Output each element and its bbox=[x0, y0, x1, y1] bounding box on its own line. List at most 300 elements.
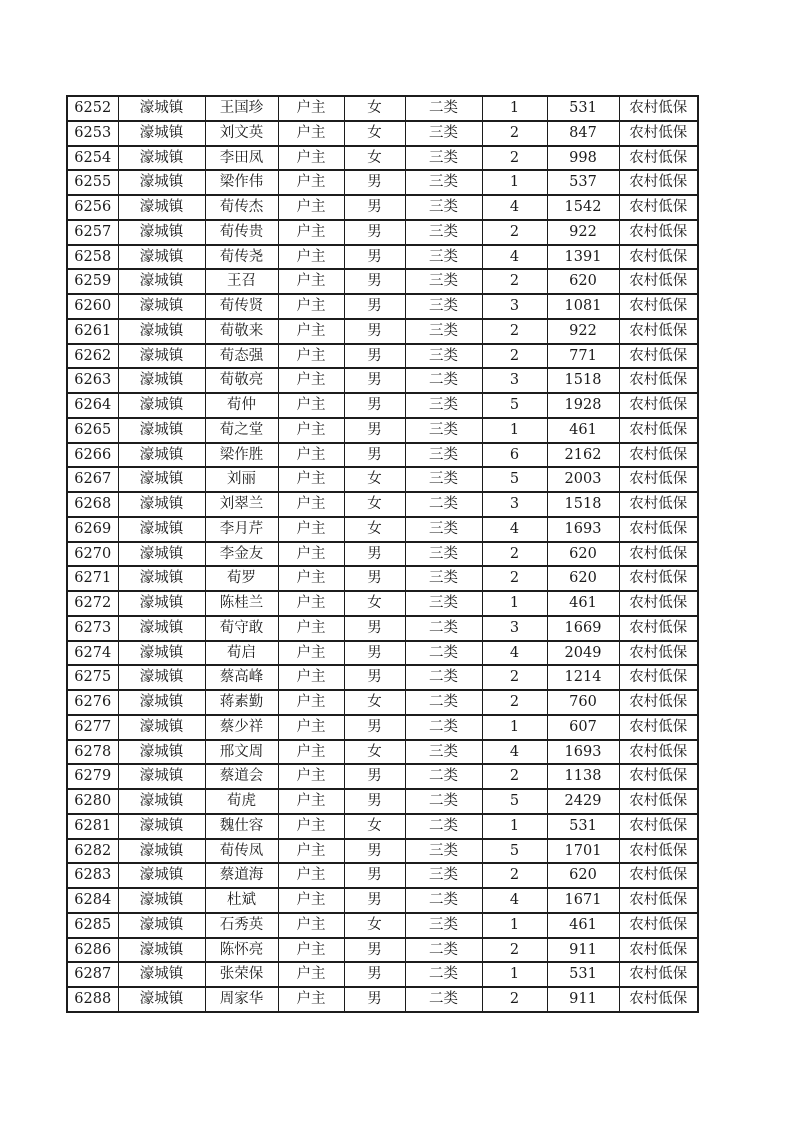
table-row bbox=[67, 195, 698, 220]
cell-benefit: 农村低保 bbox=[619, 641, 698, 666]
cell-amount: 620 bbox=[547, 269, 619, 294]
cell-gender: 男 bbox=[344, 641, 405, 666]
cell-town: 濠城镇 bbox=[118, 393, 205, 418]
cell-persons: 5 bbox=[482, 393, 547, 418]
cell-serial: 6254 bbox=[67, 146, 118, 171]
cell-category: 二类 bbox=[405, 789, 482, 814]
cell-town: 濠城镇 bbox=[118, 566, 205, 591]
cell-category: 二类 bbox=[405, 962, 482, 987]
cell-amount: 911 bbox=[547, 938, 619, 963]
cell-gender: 男 bbox=[344, 418, 405, 443]
cell-serial: 6268 bbox=[67, 492, 118, 517]
cell-category: 三类 bbox=[405, 839, 482, 864]
cell-gender: 男 bbox=[344, 344, 405, 369]
cell-serial: 6262 bbox=[67, 344, 118, 369]
cell-gender: 女 bbox=[344, 121, 405, 146]
cell-gender: 男 bbox=[344, 294, 405, 319]
cell-persons: 4 bbox=[482, 245, 547, 270]
cell-persons: 2 bbox=[482, 319, 547, 344]
cell-gender: 女 bbox=[344, 913, 405, 938]
cell-persons: 2 bbox=[482, 690, 547, 715]
cell-amount: 2003 bbox=[547, 467, 619, 492]
cell-gender: 男 bbox=[344, 839, 405, 864]
cell-relation: 户主 bbox=[278, 492, 344, 517]
table-row bbox=[67, 96, 698, 121]
cell-amount: 1701 bbox=[547, 839, 619, 864]
cell-benefit: 农村低保 bbox=[619, 418, 698, 443]
cell-serial: 6273 bbox=[67, 616, 118, 641]
cell-relation: 户主 bbox=[278, 665, 344, 690]
cell-amount: 1518 bbox=[547, 492, 619, 517]
cell-relation: 户主 bbox=[278, 443, 344, 468]
table-body bbox=[67, 96, 698, 1012]
cell-serial: 6286 bbox=[67, 938, 118, 963]
cell-benefit: 农村低保 bbox=[619, 740, 698, 765]
cell-category: 三类 bbox=[405, 517, 482, 542]
cell-persons: 2 bbox=[482, 344, 547, 369]
table-row bbox=[67, 344, 698, 369]
cell-town: 濠城镇 bbox=[118, 245, 205, 270]
cell-town: 濠城镇 bbox=[118, 839, 205, 864]
cell-town: 濠城镇 bbox=[118, 740, 205, 765]
cell-name: 石秀英 bbox=[205, 913, 278, 938]
cell-category: 三类 bbox=[405, 467, 482, 492]
cell-amount: 1693 bbox=[547, 517, 619, 542]
cell-benefit: 农村低保 bbox=[619, 393, 698, 418]
cell-relation: 户主 bbox=[278, 121, 344, 146]
cell-name: 邢文周 bbox=[205, 740, 278, 765]
cell-name: 张荣保 bbox=[205, 962, 278, 987]
cell-serial: 6269 bbox=[67, 517, 118, 542]
cell-relation: 户主 bbox=[278, 764, 344, 789]
cell-gender: 男 bbox=[344, 715, 405, 740]
cell-name: 荀虎 bbox=[205, 789, 278, 814]
cell-amount: 2049 bbox=[547, 641, 619, 666]
table-row bbox=[67, 987, 698, 1012]
cell-relation: 户主 bbox=[278, 690, 344, 715]
cell-gender: 女 bbox=[344, 517, 405, 542]
cell-category: 二类 bbox=[405, 987, 482, 1012]
cell-benefit: 农村低保 bbox=[619, 517, 698, 542]
cell-gender: 女 bbox=[344, 690, 405, 715]
cell-town: 濠城镇 bbox=[118, 517, 205, 542]
cell-relation: 户主 bbox=[278, 616, 344, 641]
cell-town: 濠城镇 bbox=[118, 195, 205, 220]
table-row bbox=[67, 863, 698, 888]
table-row bbox=[67, 146, 698, 171]
cell-serial: 6270 bbox=[67, 542, 118, 567]
cell-amount: 461 bbox=[547, 418, 619, 443]
cell-category: 三类 bbox=[405, 121, 482, 146]
cell-benefit: 农村低保 bbox=[619, 146, 698, 171]
cell-persons: 2 bbox=[482, 863, 547, 888]
cell-benefit: 农村低保 bbox=[619, 938, 698, 963]
cell-town: 濠城镇 bbox=[118, 863, 205, 888]
cell-persons: 2 bbox=[482, 566, 547, 591]
cell-persons: 4 bbox=[482, 195, 547, 220]
cell-relation: 户主 bbox=[278, 294, 344, 319]
cell-amount: 461 bbox=[547, 591, 619, 616]
cell-gender: 男 bbox=[344, 987, 405, 1012]
cell-town: 濠城镇 bbox=[118, 467, 205, 492]
cell-name: 魏仕容 bbox=[205, 814, 278, 839]
cell-relation: 户主 bbox=[278, 368, 344, 393]
cell-name: 荀态强 bbox=[205, 344, 278, 369]
table-row bbox=[67, 641, 698, 666]
cell-amount: 1542 bbox=[547, 195, 619, 220]
cell-relation: 户主 bbox=[278, 888, 344, 913]
cell-town: 濠城镇 bbox=[118, 764, 205, 789]
cell-persons: 1 bbox=[482, 715, 547, 740]
cell-serial: 6256 bbox=[67, 195, 118, 220]
cell-name: 杜斌 bbox=[205, 888, 278, 913]
cell-town: 濠城镇 bbox=[118, 616, 205, 641]
table-row bbox=[67, 690, 698, 715]
cell-benefit: 农村低保 bbox=[619, 888, 698, 913]
cell-town: 濠城镇 bbox=[118, 591, 205, 616]
cell-persons: 4 bbox=[482, 517, 547, 542]
cell-amount: 922 bbox=[547, 319, 619, 344]
cell-town: 濠城镇 bbox=[118, 962, 205, 987]
cell-amount: 1669 bbox=[547, 616, 619, 641]
cell-name: 蔡高峰 bbox=[205, 665, 278, 690]
cell-gender: 男 bbox=[344, 665, 405, 690]
cell-persons: 5 bbox=[482, 839, 547, 864]
cell-benefit: 农村低保 bbox=[619, 591, 698, 616]
cell-name: 荀传贵 bbox=[205, 220, 278, 245]
cell-category: 三类 bbox=[405, 146, 482, 171]
cell-benefit: 农村低保 bbox=[619, 245, 698, 270]
cell-gender: 男 bbox=[344, 863, 405, 888]
table-row bbox=[67, 938, 698, 963]
cell-gender: 女 bbox=[344, 492, 405, 517]
cell-amount: 1693 bbox=[547, 740, 619, 765]
cell-name: 荀启 bbox=[205, 641, 278, 666]
cell-serial: 6252 bbox=[67, 96, 118, 121]
cell-benefit: 农村低保 bbox=[619, 566, 698, 591]
cell-name: 荀守敢 bbox=[205, 616, 278, 641]
table-row bbox=[67, 294, 698, 319]
cell-relation: 户主 bbox=[278, 344, 344, 369]
cell-serial: 6280 bbox=[67, 789, 118, 814]
cell-relation: 户主 bbox=[278, 789, 344, 814]
cell-category: 三类 bbox=[405, 195, 482, 220]
cell-gender: 女 bbox=[344, 96, 405, 121]
cell-persons: 2 bbox=[482, 665, 547, 690]
cell-amount: 531 bbox=[547, 96, 619, 121]
cell-persons: 2 bbox=[482, 987, 547, 1012]
table-row bbox=[67, 764, 698, 789]
cell-persons: 2 bbox=[482, 542, 547, 567]
cell-persons: 4 bbox=[482, 740, 547, 765]
cell-serial: 6258 bbox=[67, 245, 118, 270]
cell-serial: 6279 bbox=[67, 764, 118, 789]
cell-name: 刘翠兰 bbox=[205, 492, 278, 517]
cell-relation: 户主 bbox=[278, 220, 344, 245]
cell-category: 二类 bbox=[405, 814, 482, 839]
cell-category: 二类 bbox=[405, 938, 482, 963]
cell-name: 王召 bbox=[205, 269, 278, 294]
cell-serial: 6259 bbox=[67, 269, 118, 294]
cell-serial: 6278 bbox=[67, 740, 118, 765]
cell-persons: 3 bbox=[482, 368, 547, 393]
cell-persons: 1 bbox=[482, 962, 547, 987]
table-row bbox=[67, 170, 698, 195]
cell-serial: 6265 bbox=[67, 418, 118, 443]
cell-relation: 户主 bbox=[278, 591, 344, 616]
cell-category: 二类 bbox=[405, 764, 482, 789]
cell-relation: 户主 bbox=[278, 814, 344, 839]
cell-town: 濠城镇 bbox=[118, 121, 205, 146]
cell-benefit: 农村低保 bbox=[619, 913, 698, 938]
cell-amount: 922 bbox=[547, 220, 619, 245]
cell-town: 濠城镇 bbox=[118, 938, 205, 963]
cell-town: 濠城镇 bbox=[118, 913, 205, 938]
table-row bbox=[67, 368, 698, 393]
cell-gender: 女 bbox=[344, 146, 405, 171]
cell-category: 三类 bbox=[405, 542, 482, 567]
cell-category: 三类 bbox=[405, 245, 482, 270]
cell-relation: 户主 bbox=[278, 938, 344, 963]
cell-category: 三类 bbox=[405, 269, 482, 294]
cell-benefit: 农村低保 bbox=[619, 319, 698, 344]
cell-amount: 1518 bbox=[547, 368, 619, 393]
cell-relation: 户主 bbox=[278, 542, 344, 567]
cell-relation: 户主 bbox=[278, 195, 344, 220]
table-row bbox=[67, 740, 698, 765]
cell-relation: 户主 bbox=[278, 467, 344, 492]
cell-persons: 1 bbox=[482, 170, 547, 195]
table-row bbox=[67, 220, 698, 245]
cell-gender: 男 bbox=[344, 245, 405, 270]
cell-amount: 771 bbox=[547, 344, 619, 369]
cell-persons: 1 bbox=[482, 96, 547, 121]
cell-gender: 男 bbox=[344, 542, 405, 567]
cell-persons: 5 bbox=[482, 789, 547, 814]
cell-category: 三类 bbox=[405, 294, 482, 319]
cell-benefit: 农村低保 bbox=[619, 616, 698, 641]
table-row bbox=[67, 839, 698, 864]
cell-name: 荀仲 bbox=[205, 393, 278, 418]
cell-amount: 620 bbox=[547, 542, 619, 567]
cell-amount: 537 bbox=[547, 170, 619, 195]
cell-category: 二类 bbox=[405, 616, 482, 641]
cell-persons: 2 bbox=[482, 269, 547, 294]
cell-category: 三类 bbox=[405, 863, 482, 888]
table-row bbox=[67, 467, 698, 492]
cell-serial: 6283 bbox=[67, 863, 118, 888]
table-row bbox=[67, 517, 698, 542]
cell-amount: 911 bbox=[547, 987, 619, 1012]
cell-category: 三类 bbox=[405, 418, 482, 443]
table-row bbox=[67, 418, 698, 443]
cell-serial: 6260 bbox=[67, 294, 118, 319]
cell-serial: 6284 bbox=[67, 888, 118, 913]
cell-amount: 1928 bbox=[547, 393, 619, 418]
cell-serial: 6275 bbox=[67, 665, 118, 690]
cell-name: 荀之堂 bbox=[205, 418, 278, 443]
cell-amount: 2429 bbox=[547, 789, 619, 814]
cell-town: 濠城镇 bbox=[118, 146, 205, 171]
cell-relation: 户主 bbox=[278, 839, 344, 864]
cell-name: 王国珍 bbox=[205, 96, 278, 121]
cell-serial: 6263 bbox=[67, 368, 118, 393]
cell-town: 濠城镇 bbox=[118, 418, 205, 443]
cell-serial: 6271 bbox=[67, 566, 118, 591]
cell-amount: 760 bbox=[547, 690, 619, 715]
cell-persons: 3 bbox=[482, 294, 547, 319]
cell-town: 濠城镇 bbox=[118, 269, 205, 294]
cell-amount: 607 bbox=[547, 715, 619, 740]
cell-serial: 6255 bbox=[67, 170, 118, 195]
cell-serial: 6287 bbox=[67, 962, 118, 987]
cell-benefit: 农村低保 bbox=[619, 492, 698, 517]
cell-town: 濠城镇 bbox=[118, 368, 205, 393]
cell-serial: 6257 bbox=[67, 220, 118, 245]
cell-relation: 户主 bbox=[278, 146, 344, 171]
cell-amount: 998 bbox=[547, 146, 619, 171]
cell-benefit: 农村低保 bbox=[619, 195, 698, 220]
cell-benefit: 农村低保 bbox=[619, 814, 698, 839]
cell-town: 濠城镇 bbox=[118, 987, 205, 1012]
cell-benefit: 农村低保 bbox=[619, 839, 698, 864]
cell-persons: 2 bbox=[482, 121, 547, 146]
cell-category: 二类 bbox=[405, 665, 482, 690]
cell-town: 濠城镇 bbox=[118, 641, 205, 666]
cell-persons: 2 bbox=[482, 146, 547, 171]
table-row bbox=[67, 443, 698, 468]
cell-category: 三类 bbox=[405, 170, 482, 195]
cell-gender: 男 bbox=[344, 319, 405, 344]
cell-persons: 3 bbox=[482, 492, 547, 517]
cell-town: 濠城镇 bbox=[118, 344, 205, 369]
cell-amount: 1081 bbox=[547, 294, 619, 319]
cell-town: 濠城镇 bbox=[118, 170, 205, 195]
cell-town: 濠城镇 bbox=[118, 443, 205, 468]
cell-persons: 2 bbox=[482, 220, 547, 245]
table-row bbox=[67, 962, 698, 987]
cell-name: 荀罗 bbox=[205, 566, 278, 591]
cell-name: 荀敬亮 bbox=[205, 368, 278, 393]
cell-amount: 1391 bbox=[547, 245, 619, 270]
cell-relation: 户主 bbox=[278, 517, 344, 542]
cell-relation: 户主 bbox=[278, 319, 344, 344]
cell-category: 三类 bbox=[405, 344, 482, 369]
table-row bbox=[67, 814, 698, 839]
cell-benefit: 农村低保 bbox=[619, 962, 698, 987]
cell-gender: 男 bbox=[344, 616, 405, 641]
cell-town: 濠城镇 bbox=[118, 814, 205, 839]
table-row bbox=[67, 913, 698, 938]
cell-category: 三类 bbox=[405, 591, 482, 616]
cell-town: 濠城镇 bbox=[118, 96, 205, 121]
cell-benefit: 农村低保 bbox=[619, 96, 698, 121]
cell-name: 刘丽 bbox=[205, 467, 278, 492]
cell-gender: 男 bbox=[344, 393, 405, 418]
cell-category: 三类 bbox=[405, 913, 482, 938]
cell-town: 濠城镇 bbox=[118, 319, 205, 344]
cell-gender: 男 bbox=[344, 170, 405, 195]
cell-name: 荀传凤 bbox=[205, 839, 278, 864]
cell-persons: 1 bbox=[482, 913, 547, 938]
cell-serial: 6266 bbox=[67, 443, 118, 468]
cell-gender: 男 bbox=[344, 195, 405, 220]
cell-amount: 2162 bbox=[547, 443, 619, 468]
cell-amount: 1214 bbox=[547, 665, 619, 690]
cell-persons: 1 bbox=[482, 814, 547, 839]
cell-benefit: 农村低保 bbox=[619, 344, 698, 369]
table-row bbox=[67, 542, 698, 567]
cell-benefit: 农村低保 bbox=[619, 294, 698, 319]
cell-relation: 户主 bbox=[278, 566, 344, 591]
cell-category: 二类 bbox=[405, 96, 482, 121]
cell-benefit: 农村低保 bbox=[619, 764, 698, 789]
cell-name: 周家华 bbox=[205, 987, 278, 1012]
cell-category: 二类 bbox=[405, 690, 482, 715]
cell-serial: 6277 bbox=[67, 715, 118, 740]
cell-persons: 6 bbox=[482, 443, 547, 468]
table-row bbox=[67, 269, 698, 294]
cell-name: 蔡少祥 bbox=[205, 715, 278, 740]
cell-benefit: 农村低保 bbox=[619, 665, 698, 690]
cell-town: 濠城镇 bbox=[118, 715, 205, 740]
table-row bbox=[67, 245, 698, 270]
cell-name: 荀传贤 bbox=[205, 294, 278, 319]
table-row bbox=[67, 319, 698, 344]
cell-benefit: 农村低保 bbox=[619, 789, 698, 814]
cell-gender: 男 bbox=[344, 764, 405, 789]
cell-amount: 531 bbox=[547, 962, 619, 987]
table-row bbox=[67, 591, 698, 616]
cell-serial: 6276 bbox=[67, 690, 118, 715]
cell-gender: 男 bbox=[344, 368, 405, 393]
cell-gender: 女 bbox=[344, 814, 405, 839]
cell-relation: 户主 bbox=[278, 393, 344, 418]
cell-category: 二类 bbox=[405, 888, 482, 913]
cell-category: 三类 bbox=[405, 740, 482, 765]
cell-persons: 4 bbox=[482, 888, 547, 913]
cell-serial: 6272 bbox=[67, 591, 118, 616]
cell-town: 濠城镇 bbox=[118, 665, 205, 690]
benefit-roster-table bbox=[66, 95, 699, 1013]
table-row bbox=[67, 616, 698, 641]
cell-benefit: 农村低保 bbox=[619, 987, 698, 1012]
cell-category: 二类 bbox=[405, 715, 482, 740]
cell-category: 二类 bbox=[405, 492, 482, 517]
cell-relation: 户主 bbox=[278, 641, 344, 666]
cell-town: 濠城镇 bbox=[118, 542, 205, 567]
cell-name: 梁作胜 bbox=[205, 443, 278, 468]
cell-gender: 男 bbox=[344, 938, 405, 963]
cell-category: 三类 bbox=[405, 566, 482, 591]
cell-name: 李金友 bbox=[205, 542, 278, 567]
cell-benefit: 农村低保 bbox=[619, 269, 698, 294]
cell-persons: 5 bbox=[482, 467, 547, 492]
cell-amount: 620 bbox=[547, 566, 619, 591]
cell-amount: 531 bbox=[547, 814, 619, 839]
cell-relation: 户主 bbox=[278, 987, 344, 1012]
cell-persons: 2 bbox=[482, 938, 547, 963]
table-row bbox=[67, 121, 698, 146]
cell-relation: 户主 bbox=[278, 245, 344, 270]
cell-relation: 户主 bbox=[278, 962, 344, 987]
cell-serial: 6264 bbox=[67, 393, 118, 418]
cell-gender: 女 bbox=[344, 740, 405, 765]
cell-category: 三类 bbox=[405, 443, 482, 468]
cell-serial: 6285 bbox=[67, 913, 118, 938]
cell-serial: 6288 bbox=[67, 987, 118, 1012]
cell-name: 蔡道会 bbox=[205, 764, 278, 789]
